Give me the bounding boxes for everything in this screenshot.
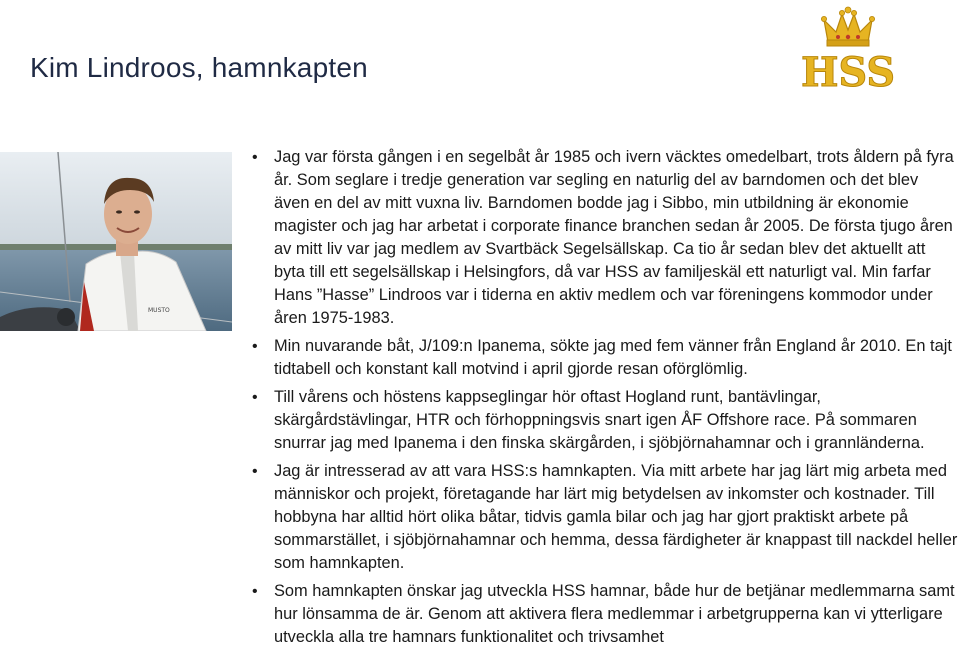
page-title: Kim Lindroos, hamnkapten [30,52,368,83]
list-item: • Till vårens och höstens kappseglingar hör oftast Hogland runt, bantävlingar, skärgårdstävlingar, HTR och förhoppningsvis snart igen ÅF Offshore race. På sommaren snurrar jag med Ipanema i den finska skärgården, i sjöbjörnahamnar och i grannländerna. [252,388,925,452]
bullet-icon: • [252,463,258,480]
bio-content [252,146,958,654]
jacket-brand: MUSTO [148,307,170,314]
bullet-icon: • [252,389,258,406]
list-item: • Jag var första gången i en segelbåt år 1985 och ivern väcktes omedelbart, trots åldern på fyra år. Som seglare i tredje generation var segling en naturlig del av barndomen och det blev även en del av mitt vuxna liv. Barndomen bodde jag i Sibbo, min utbildning är ekonomie magister och jag har arbetat i corporate finance branchen sedan år 2005. De första tjugo åren av mitt liv var jag medlem av Svartbäck Segelsällskap. Ca tio år sedan blev det aktuellt att byta till ett segelsällskap i Helsingfors, då var HSS av familjeskäl ett naturligt val. Min farfar Hans ”Hasse” Lindroos var i tiderna en aktiv medlem och var föreningens kommodor under åren 1975-1983. [252,148,954,327]
list-item: • Som hamnkapten önskar jag utveckla HSS hamnar, både hur de betjänar medlemmarna samt hur lönsamma de är. Genom att aktivera flera medlemmar i arbetgrupperna kan vi ytterligare utveckla alla tre hamnars funktionalitet och trivsamhet [252,582,955,646]
list-item: • Min nuvarande båt, J/109:n Ipanema, sökte jag med fem vänner från England år 2010. En tajt tidtabell och konstant kall motvind i april gjorde resan oförglömlig. [252,337,952,378]
bullet-list [252,146,958,649]
portrait-photo [0,152,232,331]
bullet-icon: • [252,149,258,166]
svg-text:HSS: HSS [801,49,895,92]
hss-logo [798,4,898,92]
bullet-icon: • [252,583,258,600]
list-item: • Jag är intresserad av att vara HSS:s hamnkapten. Via mitt arbete har jag lärt mig arbeta med människor och projekt, företagande har lärt mig betydelsen av inkomster och kostnader. Till hobbyna har alltid hört olika båtar, tidvis gamla bilar och jag har gjort praktiskt arbete på sommarstället, i sjöbjörnahamnar och hemma, dessa färdigheter är knappast till nackdel heller som hamnkapten. [252,462,958,572]
crown-icon [798,4,898,92]
bullet-icon: • [252,338,258,355]
